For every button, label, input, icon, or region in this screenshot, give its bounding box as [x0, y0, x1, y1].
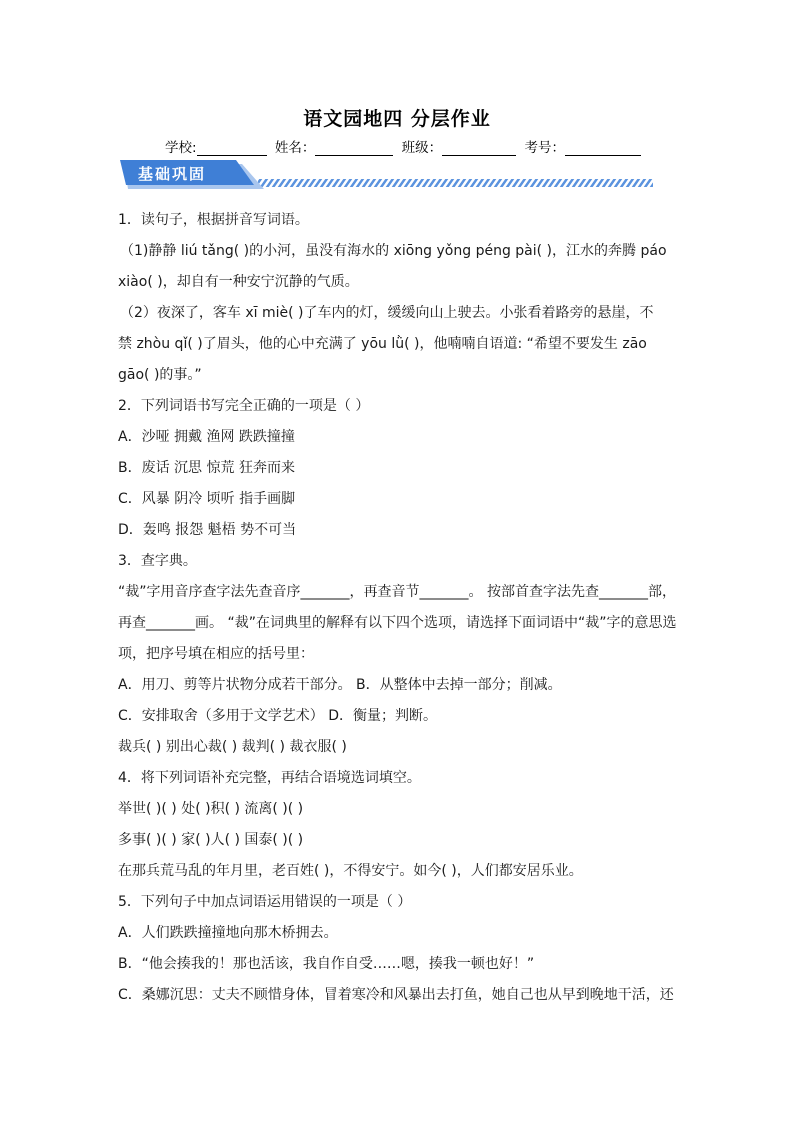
q3-text-2: 再查_______画。 “裁”在词典里的解释有以下四个选项，请选择下面词语中“裁”字的意思选 — [118, 615, 677, 631]
q1-sentence-1a: （1)静静 liú tǎng( )的小河，虽没有海水的 xiōng yǒng péng pài( )，江水的奔腾 páo — [120, 243, 667, 259]
exercise-content — [118, 205, 680, 1011]
q3-option-cd: C．安排取舍（多用于文学艺术） D．衡量；判断。 — [118, 708, 438, 724]
q1-sentence-2a: （2）夜深了，客车 xī miè( )了车内的灯，缓缓向山上驶去。小张看着路旁的悬崖，不 — [120, 305, 654, 321]
student-info-row — [165, 136, 645, 156]
q2-heading: 2．下列词语书写完全正确的一项是（ ） — [118, 398, 370, 414]
q4-row-2: 多事( )( ) 家( )人( ) 国泰( )( ) — [118, 832, 304, 848]
q1-heading: 1．读句子，根据拼音写词语。 — [118, 212, 309, 228]
q5-option-c: C．桑娜沉思：丈夫不顾惜身体，冒着寒冷和风暴出去打鱼，她自己也从早到晚地干活，还 — [118, 987, 674, 1003]
q3-fill-row: 裁兵( ) 别出心裁( ) 裁判( ) 裁衣服( ) — [118, 739, 347, 755]
q5-heading: 5．下列句子中加点词语运用错误的一项是（ ） — [118, 894, 412, 910]
q4-row-1: 举世( )( ) 处( )积( ) 流离( )( ) — [118, 801, 304, 817]
exam-no-field[interactable] — [565, 140, 641, 156]
class-field[interactable] — [442, 140, 516, 156]
q2-option-c: C．风暴 阴冷 顷听 指手画脚 — [118, 491, 296, 507]
q4-fill-sentence: 在那兵荒马乱的年月里，老百姓( )，不得安宁。如今( )，人们都安居乐业。 — [118, 863, 583, 879]
q4-heading: 4．将下列词语补充完整，再结合语境选词填空。 — [118, 770, 421, 786]
name-label: 姓名： — [274, 140, 316, 156]
banner-stripes — [258, 179, 653, 187]
class-label: 班级： — [401, 140, 443, 156]
q5-option-b: B．“他会揍我的！那也活该，我自作自受……嗯，揍我一顿也好！” — [118, 956, 535, 972]
name-field[interactable] — [315, 140, 393, 156]
q2-option-a: A．沙哑 拥戴 渔网 跌跌撞撞 — [118, 429, 295, 445]
school-label: 学校: — [165, 140, 197, 156]
q3-heading: 3．查字典。 — [118, 553, 197, 569]
section-label: 基础巩固 — [138, 165, 207, 183]
q1-sentence-2b: 禁 zhòu qǐ( )了眉头，他的心中充满了 yōu lǜ( )，他喃喃自语道: “希望不要发生 zāo — [118, 336, 647, 352]
q2-option-d: D．轰鸣 报怨 魁梧 势不可当 — [118, 522, 297, 538]
q1-sentence-2c: gāo( )的事。” — [118, 367, 202, 383]
q1-sentence-1b: xiào( )，却自有一种安宁沉静的气质。 — [118, 274, 359, 290]
exam-no-label: 考号： — [524, 140, 565, 156]
school-field[interactable] — [197, 140, 267, 156]
q3-text-3: 项，把序号填在相应的括号里： — [118, 646, 314, 662]
page-title: 语文园地四 分层作业 — [303, 108, 491, 130]
q2-option-b: B．废话 沉思 惊荒 狂奔而来 — [118, 460, 295, 476]
q5-option-a: A．人们跌跌撞撞地向那木桥拥去。 — [118, 925, 338, 941]
q3-text-1: “裁”字用音序查字法先查音序_______，再查音节_______。 按部首查字法先查_______部， — [118, 584, 676, 600]
q3-option-ab: A．用刀、剪等片状物分成若干部分。 B．从整体中去掉一部分；削减。 — [118, 677, 562, 693]
